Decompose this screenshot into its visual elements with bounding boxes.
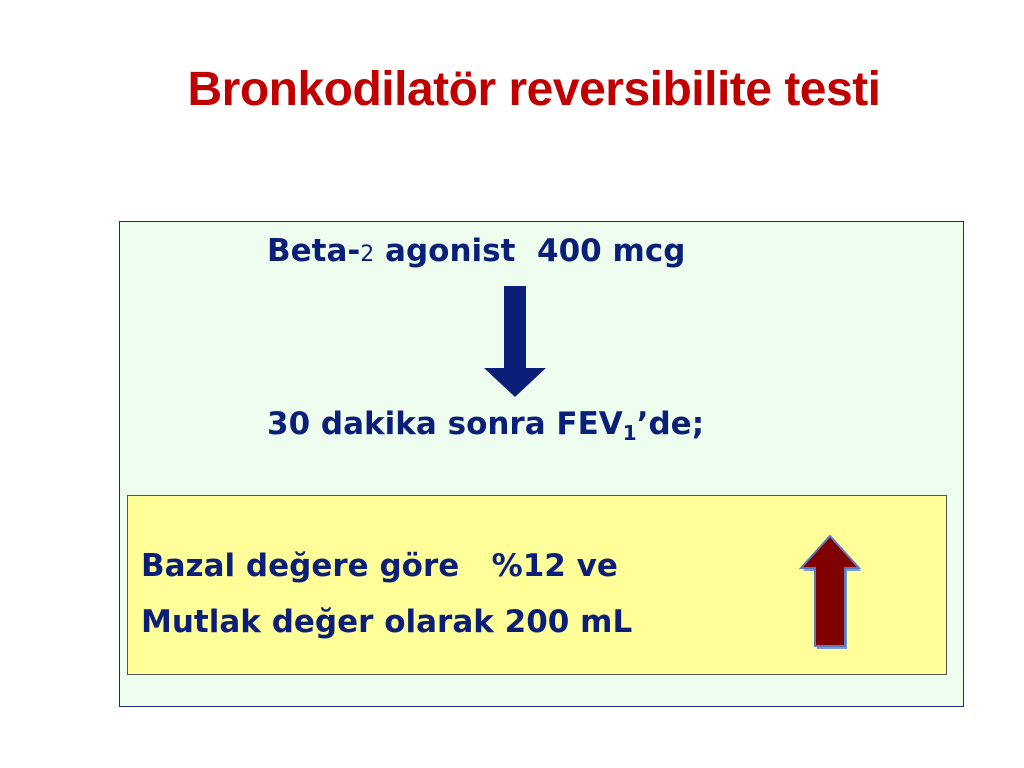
drug-rest: agonist 400 mcg [374,233,686,269]
drug-subscript: 2 [360,242,375,267]
criteria-line-absolute: Mutlak değer olarak 200 mL [141,604,633,640]
arrow-down-icon [484,286,546,402]
drug-prefix: Beta- [267,233,361,269]
timing-suffix: ’de; [636,406,705,442]
timing-line [267,406,705,445]
timing-text: 30 dakika sonra FEV [267,406,623,442]
arrow-up-icon [799,535,861,655]
slide-title: Bronkodilatör reversibilite testi [187,63,881,116]
timing-subscript: 1 [622,421,637,445]
drug-dose-line [267,233,685,269]
criteria-line-relative: Bazal değere göre %12 ve [141,548,618,584]
